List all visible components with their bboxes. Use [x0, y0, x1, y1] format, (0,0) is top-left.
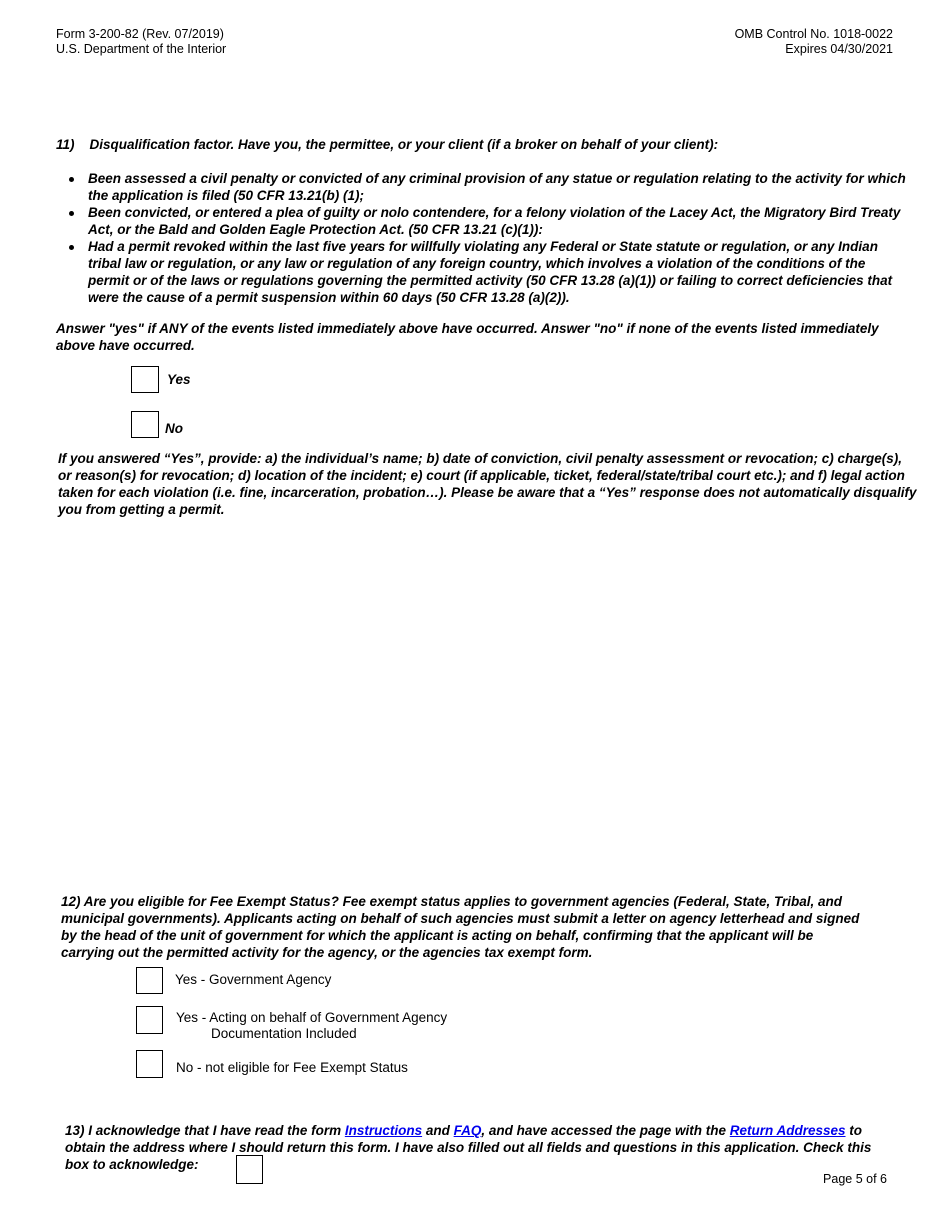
q11-yes-checkbox[interactable]: [131, 366, 159, 393]
q11-bullet: Been convicted, or entered a plea of guilty or nolo contendere, for a felony violation of the Lacey Act, the Migratory Bird Treaty Act, or the Bald and Golden Eagle Protection Act. (50 CFR 13.21 (c)(1)):: [56, 204, 906, 238]
q12-documentation-label: Documentation Included: [211, 1026, 357, 1041]
q11-yes-label: Yes: [167, 372, 191, 387]
q12-acting-on-behalf-label: Yes - Acting on behalf of Government Agency: [176, 1010, 448, 1025]
q13-acknowledge-checkbox[interactable]: [236, 1155, 263, 1184]
form-number: Form 3-200-82 (Rev. 07/2019): [56, 27, 224, 41]
q11-followup-text: If you answered “Yes”, provide: a) the individual’s name; b) date of conviction, civil penalty assessment or revocation; c) charge(s), or reason(s) for revocation; d) location of the incident; e) court (if applicable, ticket, federal/state/tribal court etc.); and f) legal action taken for each violation (i.e. fine, incarceration, probation…). Please be aware that a “Yes” response does not automatically disqualify you from getting a permit.: [58, 451, 917, 517]
return-addresses-link[interactable]: Return Addresses: [729, 1123, 846, 1138]
q12-gov-agency-checkbox[interactable]: [136, 967, 163, 994]
q12-text: 12) Are you eligible for Fee Exempt Status? Fee exempt status applies to government agencies (Federal, State, Tribal, and municipal governments). Applicants acting on behalf of such agencies must submit a letter on agency letterhead and signed by the head of the unit of government for which the applicant is acting on behalf, confirming that the applicant will be carrying out the permitted activity for the agency, or the agencies tax exempt form.: [61, 894, 860, 960]
q11-title: 11) Disqualification factor. Have you, the permittee, or your client (if a broker on behalf of your client):: [56, 137, 719, 152]
instructions-link[interactable]: Instructions: [344, 1123, 423, 1138]
q12-not-eligible-label: No - not eligible for Fee Exempt Status: [176, 1060, 408, 1075]
page-number: Page 5 of 6: [823, 1172, 887, 1186]
q13-text-part2: and: [422, 1123, 454, 1138]
department-name: U.S. Department of the Interior: [56, 42, 227, 56]
q13-acknowledgement: [65, 1122, 893, 1173]
form-header-right: [735, 27, 893, 57]
q11-bullet: Been assessed a civil penalty or convicted of any criminal provision of any statue or regulation relating to the activity for which the application is filed (50 CFR 13.21(b) (1);: [56, 170, 906, 204]
expiration-date: Expires 04/30/2021: [785, 42, 893, 56]
omb-control-number: OMB Control No. 1018-0022: [734, 27, 893, 41]
q13-text-part1: 13) I acknowledge that I have read the form: [65, 1123, 345, 1138]
q11-no-checkbox[interactable]: [131, 411, 159, 438]
q11-instruction: Answer "yes" if ANY of the events listed immediately above have occurred. Answer "no" if none of the events listed immediately above have occurred.: [56, 321, 879, 353]
q13-text-part4: to obtain the address where I should return this form. I have also filled out all fields and questions in this application. Check this box to acknowledge:: [65, 1123, 872, 1172]
q13-text-part3: , and have accessed the page with the: [481, 1123, 730, 1138]
q12-gov-agency-label: Yes - Government Agency: [175, 972, 332, 987]
q11-no-label: No: [165, 421, 183, 436]
q11-bullet-list: [56, 170, 906, 306]
q11-bullet: Had a permit revoked within the last five years for willfully violating any Federal or State statute or regulation, or any Indian tribal law or regulation, or any law or regulation of any foreign country, which involves a violation of the conditions of the permit or of the laws or regulations governing the permitted activity (50 CFR 13.28 (a)(1)) or failing to correct deficiencies that were the cause of a permit suspension within 60 days (50 CFR 13.28 (a)(2)).: [56, 238, 906, 306]
q12-acting-on-behalf-checkbox[interactable]: [136, 1006, 163, 1034]
q12-not-eligible-checkbox[interactable]: [136, 1050, 163, 1078]
form-header-left: [56, 27, 226, 57]
faq-link[interactable]: FAQ: [453, 1123, 482, 1138]
